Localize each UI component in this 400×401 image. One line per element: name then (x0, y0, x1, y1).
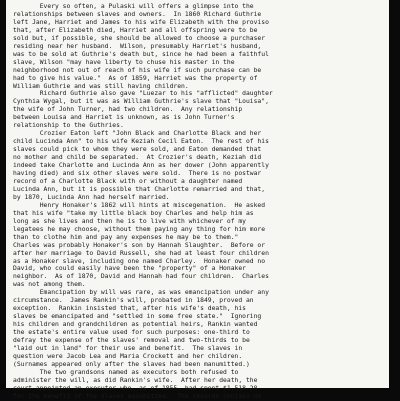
paragraph-guthrie: Every so often, a Pulaski will offers a glimpse into the relationships between slaves and owners. In 1860 Richard Guthrie left Jane, Harriet and James to his wife Elizabeth with the proviso that, after Elizabeth died, Harriet and all offspring were to be sold but, if possible, she should be allowed to choose a purchaser residing near her husband. Wilson, presumably Harriet's husband, was to be sold at Guthrie's death but, since he had been a faithful slave, Wilson "may have liberty to chuse his master in the neighborhood not out of reach of his wife if such purchase can be had to give his value." As of 1859, Harriet was the property of William Guthrie and was still having children. Richard Guthrie also gave "Luezar to his "afflicted" daughter Cynthia Wygal, but it was as William Guthrie's slave that "Louisa", the wife of John Turner, had two children. Any relationship between Louisa and Harriet is unknown, as is John Turner's relationship to the Guthries. (13, 3, 273, 130)
paragraph-executors: The two grandsons named as executors both refused to administer the will, as did Rankin's wife. After her death, the court appointed an executor who, as of 1855, had spent $1,518.28 for the benefit of the slaves manumitted. The records contain no (13, 368, 262, 400)
paragraph-eaton: Crozier Eaton left "John Black and Charlotte Black and her child Lucinda Ann" to his wife Keziah Cecil Eaton. The rest of his slaves could pick to whom they were sold, and Eaton demanded that no mother and child be separated. At Crozier's death, Keziah did indeed take Charlotte and Lucinda Ann as her dower (John apparently having died) and six other slaves were sold. There is no postwar record of a Charlotte Black with or without a daughter named Lucinda Ann, but it is possible that Charlotte remarried and that, by 1870, Lucinda Ann had herself married. (13, 130, 269, 201)
document-page (6, 0, 389, 400)
paragraph-emancipation: Emancipation by will was rare, as was emancipation under any circumstance. James Rankin's will, probated in 1849, proved an exception. Rankin insisted that, after his wife's death, his slaves be emancipated and "settled in some free state." Ignoring his children and grandchildren as potential heirs, Rankin wanted the estate's entire value used for such purposes: one-third to defray the expense of the slaves' removal and two-thirds to be "laid out in land" for their use and benefit. The slaves in question were Jacob Lea and Maria Crockett and her children. (Surnames appeared only after the slaves had been manumitted.) (13, 289, 269, 368)
paragraph-honaker: Henry Honaker's 1862 will hints at miscegenation. He asked that his wife "take my little black boy Charles and help him as long as she lives and then he is to live with whichever of my legatees he may choose, without them paying any thing for him more than to clothe him and pay any expenses he may be to them." Charles was probably Honaker's son by Hannah Slaughter. Before or after her marriage to David Russell, she had at least four children as a Honaker slave, including one named Charley. Honaker owned no David, who could easily have been the "property" of a Honaker neighbor. As of 1870, David and Hannah had four children. Charles was not among them. (13, 201, 269, 289)
